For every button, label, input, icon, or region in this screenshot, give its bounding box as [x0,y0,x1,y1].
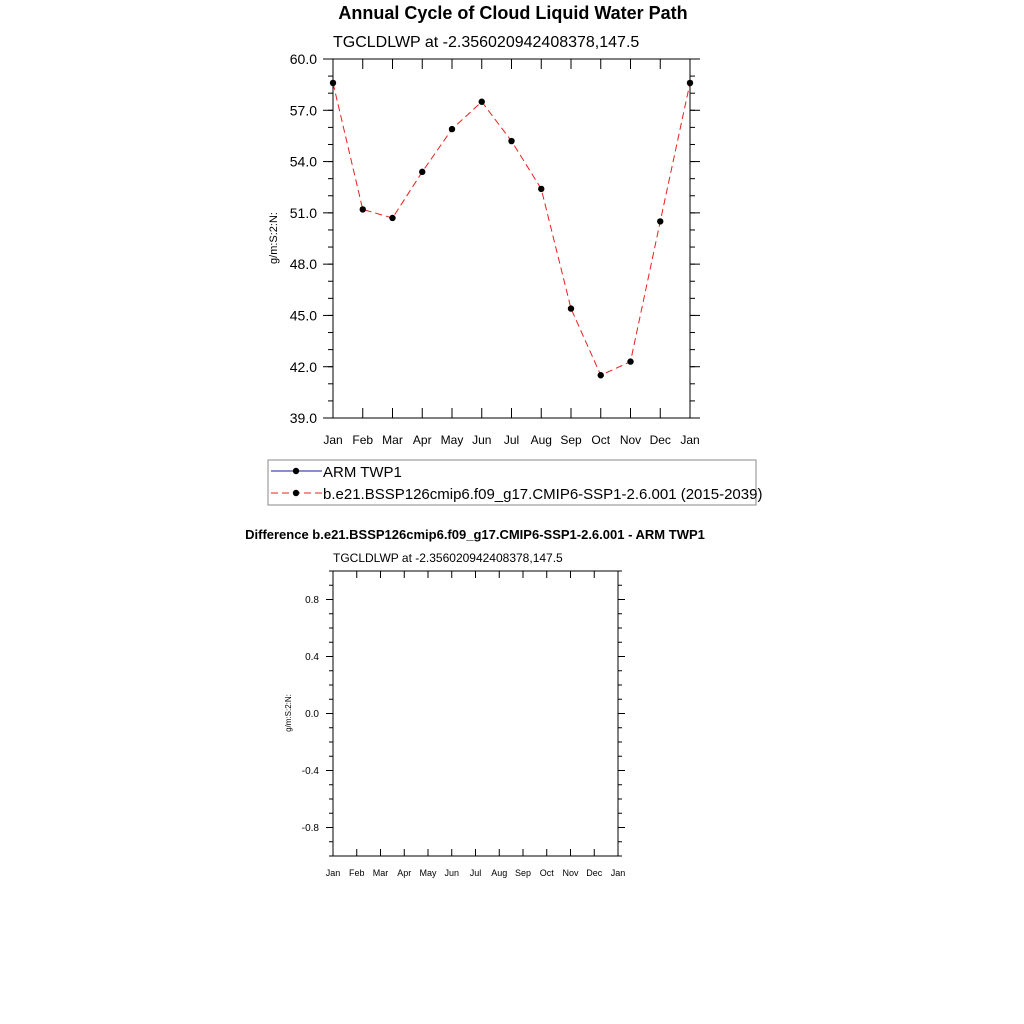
y-tick-label: 57.0 [289,102,317,119]
x-tick-label: Nov [619,433,642,447]
x-tick-label: Jun [472,433,492,447]
chart1-plot [290,51,700,447]
y-tick-label: 0.8 [305,595,319,607]
y-tick-label: 42.0 [289,358,317,375]
legend-series2-label: b.e21.BSSP126cmip6.f09_g17.CMIP6-SSP1-2.6.001 (2015-2039) [323,486,763,503]
x-tick-label: Aug [530,433,552,447]
x-tick-label: Jan [325,868,341,878]
legend-series1-marker [293,468,299,474]
x-tick-label: Sep [560,433,582,447]
data-point [627,358,633,364]
data-point [389,215,395,221]
plot-frame [333,59,690,418]
data-point [508,138,514,144]
y-tick-label: -0.8 [301,823,319,835]
x-tick-label: Feb [348,868,365,878]
x-tick-label: Jul [469,868,482,878]
legend-series2-marker [293,490,299,496]
x-tick-label: Jul [503,433,520,447]
data-point [568,305,574,311]
x-tick-label: Oct [591,433,611,447]
data-point [360,206,366,212]
chart2-ylabel: g/m:S:2:N: [284,694,293,732]
series-line [333,83,690,375]
y-tick-label: 51.0 [289,204,317,221]
y-tick-label: 0.0 [305,709,319,721]
x-tick-label: Jan [323,433,343,447]
x-tick-label: Dec [586,868,603,878]
y-tick-label: -0.4 [301,766,319,778]
y-tick-label: 54.0 [289,153,317,170]
y-tick-label: 48.0 [289,256,317,273]
chart1-subtitle: TGCLDLWP at -2.356020942408378,147.5 [333,34,640,51]
x-tick-label: Jun [444,868,460,878]
data-point [330,80,336,86]
y-tick-label: 0.4 [305,652,319,664]
x-tick-label: Jan [680,433,700,447]
x-tick-label: Jan [610,868,626,878]
x-tick-label: Aug [491,868,508,878]
data-point [479,99,485,105]
legend-series1-label: ARM TWP1 [323,464,402,481]
data-point [538,186,544,192]
x-tick-label: Mar [372,868,389,878]
x-tick-label: May [440,433,464,447]
x-tick-label: Mar [382,433,403,447]
x-tick-label: Sep [514,868,532,878]
data-point [687,80,693,86]
data-point [657,218,663,224]
x-tick-label: Nov [562,868,579,878]
x-tick-label: Feb [352,433,374,447]
y-tick-label: 39.0 [289,410,317,427]
data-point [449,126,455,132]
chart2-plot [302,571,625,878]
y-tick-label: 45.0 [289,307,317,324]
x-tick-label: Oct [539,868,554,878]
chart1-legend [268,460,762,505]
y-tick-label: 60.0 [289,51,317,68]
chart2-subtitle: TGCLDLWP at -2.356020942408378,147.5 [333,551,563,565]
chart1-title: Annual Cycle of Cloud Liquid Water Path [338,3,688,23]
chart1-ylabel: g/m:S:2:N: [268,212,280,264]
chart2-title: Difference b.e21.BSSP126cmip6.f09_g17.CMIP6-SSP1-2.6.001 - ARM TWP1 [245,527,705,542]
data-point [598,372,604,378]
x-tick-label: May [419,868,437,878]
plot-frame [333,571,618,856]
data-point [419,169,425,175]
x-tick-label: Dec [649,433,671,447]
x-tick-label: Apr [397,868,412,878]
x-tick-label: Apr [412,433,432,447]
